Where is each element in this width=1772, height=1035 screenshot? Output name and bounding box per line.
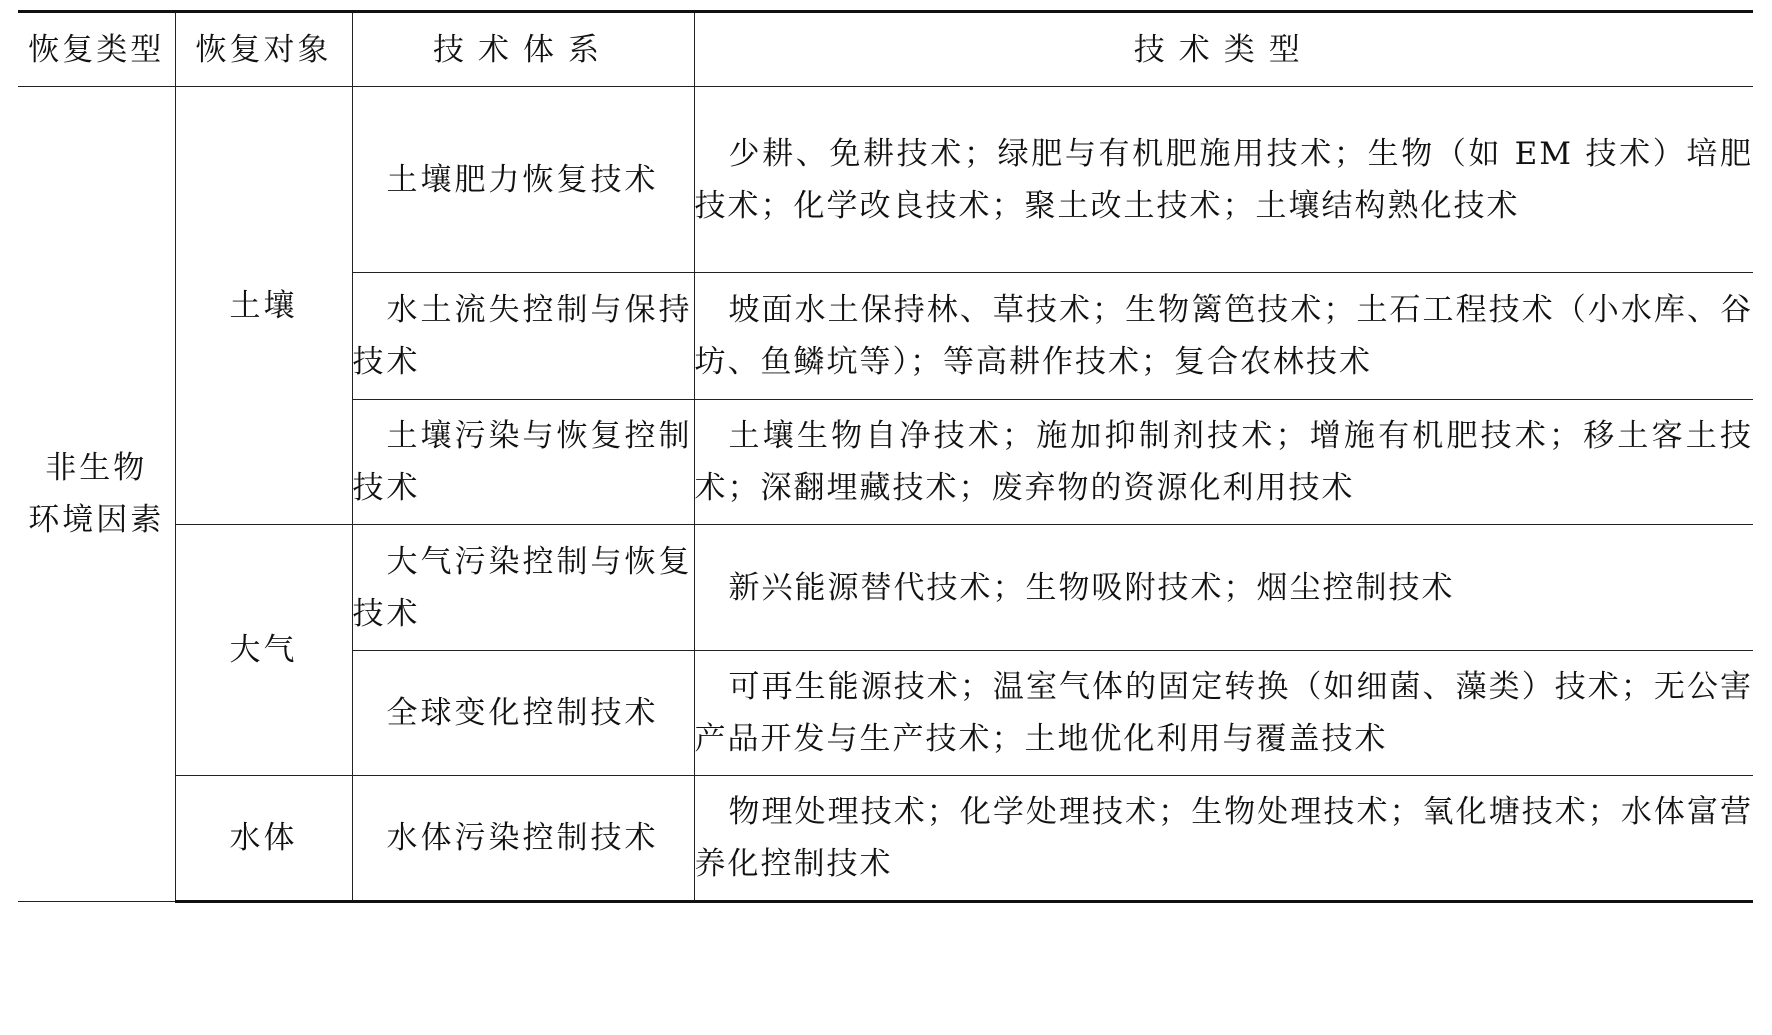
tech-cell-soil-fertility: 少耕、免耕技术；绿肥与有机肥施用技术；生物（如 EM 技术）培肥技术；化学改良技术；聚土改土技术；土壤结构熟化技术 — [694, 87, 1753, 273]
tech-cell-air-pollution: 新兴能源替代技术；生物吸附技术；烟尘控制技术 — [694, 525, 1753, 651]
table-body — [18, 87, 1753, 902]
restoration-technology-table — [18, 10, 1753, 903]
system-cell-water-pollution: 水体污染控制技术 — [352, 776, 694, 902]
tech-cell-erosion-control: 坡面水土保持林、草技术；生物篱笆技术；土石工程技术（小水库、谷坊、鱼鳞坑等）；等高耕作技术；复合农林技术 — [694, 273, 1753, 400]
table-row — [18, 525, 1753, 651]
tech-cell-global-change: 可再生能源技术；温室气体的固定转换（如细菌、藻类）技术；无公害产品开发与生产技术；土地优化利用与覆盖技术 — [694, 651, 1753, 776]
header-row — [18, 12, 1753, 87]
table-row — [18, 776, 1753, 902]
header-restoration-object: 恢复对象 — [175, 12, 352, 87]
table-header — [18, 12, 1753, 87]
system-cell-air-pollution: 大气污染控制与恢复技术 — [352, 525, 694, 651]
object-cell-atmosphere: 大气 — [175, 525, 352, 776]
tech-cell-water-pollution: 物理处理技术；化学处理技术；生物处理技术；氧化塘技术；水体富营养化控制技术 — [694, 776, 1753, 902]
system-cell-global-change: 全球变化控制技术 — [352, 651, 694, 776]
header-technology-type: 技术类型 — [694, 12, 1753, 87]
restoration-type-cell: 非生物 环境因素 — [18, 87, 175, 902]
object-cell-water: 水体 — [175, 776, 352, 902]
system-cell-soil-pollution: 土壤污染与恢复控制技术 — [352, 400, 694, 525]
tech-cell-soil-pollution: 土壤生物自净技术；施加抑制剂技术；增施有机肥技术；移土客土技术；深翻埋藏技术；废弃物的资源化利用技术 — [694, 400, 1753, 525]
header-technology-system: 技术体系 — [352, 12, 694, 87]
object-cell-soil: 土壤 — [175, 87, 352, 525]
header-restoration-type: 恢复类型 — [18, 12, 175, 87]
system-cell-soil-fertility: 土壤肥力恢复技术 — [352, 87, 694, 273]
table-row — [18, 87, 1753, 273]
system-cell-erosion-control: 水土流失控制与保持技术 — [352, 273, 694, 400]
